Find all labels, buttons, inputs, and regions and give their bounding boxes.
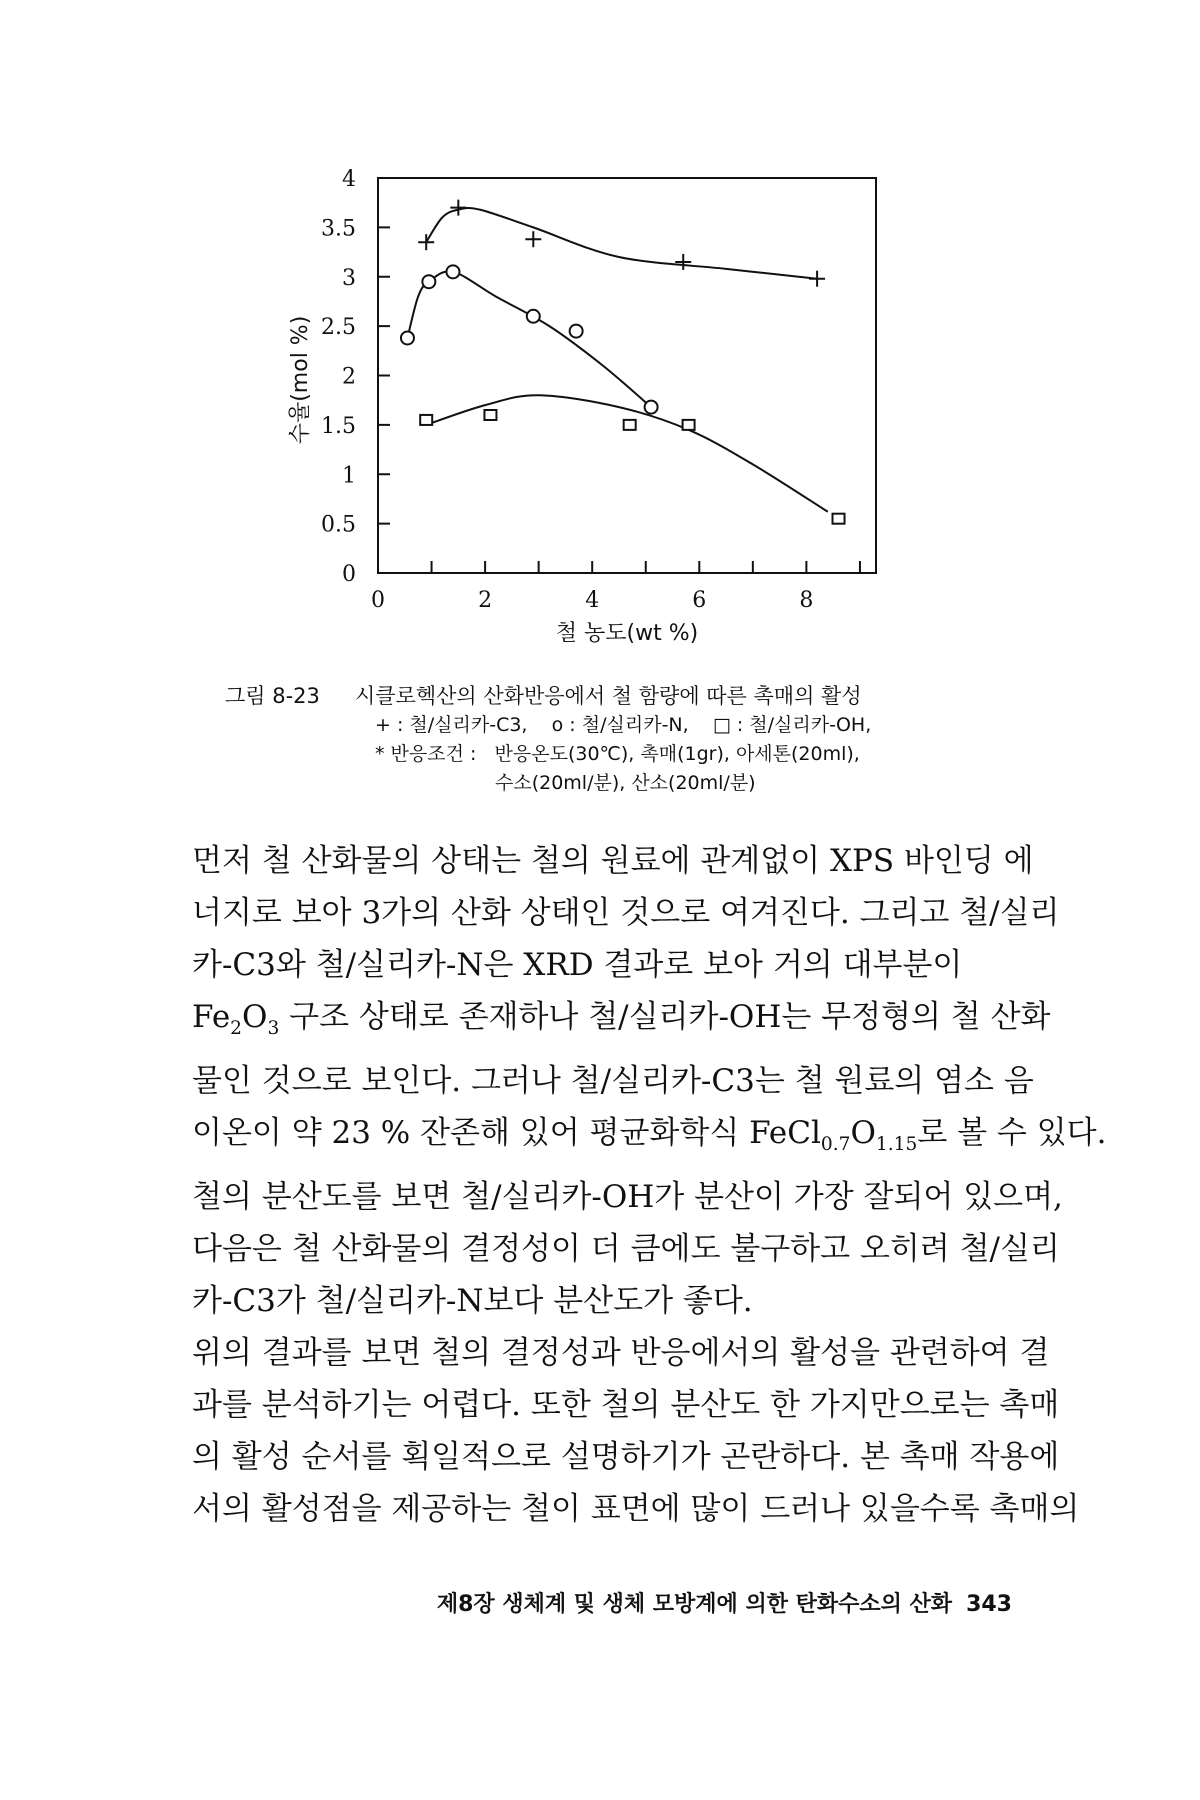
y-tick-label: 0: [342, 562, 356, 587]
paragraph-1: [162, 835, 1107, 1327]
plus-marker: [525, 231, 541, 247]
square-marker: [420, 415, 432, 425]
text-line: 철의 분산도를 보면 철/실리카-OH가 분산이 가장 잘되어 있으며,: [192, 1179, 1063, 1216]
x-tick-label: 2: [478, 588, 493, 613]
series-curve: [426, 208, 817, 279]
y-axis: [321, 167, 390, 587]
figure-caption: [225, 682, 1045, 798]
x-tick-label: 4: [585, 588, 600, 613]
text-line: 의 활성 순서를 획일적으로 설명하기가 곤란하다. 본 촉매 작용에: [192, 1439, 1060, 1476]
y-tick-label: 3: [342, 265, 356, 291]
x-tick-label: 0: [371, 588, 385, 613]
y-tick-label: 1.5: [321, 413, 356, 439]
x-axis: [371, 561, 860, 613]
plot-frame: [378, 178, 876, 573]
text-line: 너지로 보아 3가의 산화 상태인 것으로 여겨진다. 그리고 철/실리: [192, 895, 1060, 931]
page-footer: [0, 1587, 1012, 1618]
x-tick-label: 8: [799, 588, 814, 613]
paragraph-2: [162, 1327, 1080, 1535]
body-text: [162, 835, 1107, 1535]
page-number: 343: [966, 1592, 1012, 1617]
plus-marker: [675, 254, 691, 270]
circle-marker: [401, 331, 414, 344]
text-line: 먼저 철 산화물의 상태는 철의 원료에 관계없이 XPS 바인딩 에: [192, 843, 1034, 879]
plus-marker: [450, 200, 466, 216]
text-line: 다음은 철 산화물의 결정성이 더 큼에도 불구하고 오히려 철/실리: [192, 1231, 1060, 1268]
text-line: 과를 분석하기는 어렵다. 또한 철의 분산도 한 가지만으로는 촉매: [192, 1387, 1060, 1424]
series-curve: [407, 271, 651, 407]
figure-number: 그림 8-23: [225, 684, 320, 708]
y-tick-label: 3.5: [321, 216, 356, 242]
x-tick-label: 6: [692, 588, 707, 613]
x-axis-label: 철 농도(wt %): [555, 621, 699, 646]
text-line: 카-C3가 철/실리카-N보다 분산도가 좋다.: [192, 1283, 753, 1320]
y-tick-label: 0.5: [321, 512, 356, 538]
legend-oh: □ : 철/실리카-OH,: [712, 714, 872, 736]
y-tick-label: 4: [342, 167, 356, 192]
text-line: 카-C3와 철/실리카-N은 XRD 결과로 보아 거의 대부분이: [192, 947, 963, 983]
circle-marker: [446, 265, 459, 278]
square-marker: [833, 514, 845, 524]
circle-marker: [422, 275, 435, 288]
chapter-title: 제8장 생체계 및 생체 모방계에 의한 탄화수소의 산화: [436, 1592, 953, 1617]
y-tick-label: 1: [342, 463, 356, 489]
y-tick-label: 2: [342, 364, 356, 390]
conditions-label: * 반응조건 :: [375, 743, 477, 765]
plus-marker: [418, 234, 434, 250]
square-marker: [624, 420, 636, 430]
circle-marker: [527, 310, 540, 323]
figure-chart: [0, 0, 1200, 680]
square-marker: [484, 410, 496, 420]
circle-marker: [570, 325, 583, 338]
text-line: 서의 활성점을 제공하는 철이 표면에 많이 드러나 있을수록 촉매의: [192, 1491, 1080, 1528]
square-marker: [683, 420, 695, 430]
figure-title: 시클로헥산의 산화반응에서 철 함량에 따른 촉매의 활성: [355, 684, 862, 708]
circle-marker: [645, 401, 658, 414]
text-line: $Fe_2O_3$ 구조 상태로 존재하나 철/실리카-OH는 무정형의 철 산화: [192, 999, 1051, 1040]
text-line: 위의 결과를 보면 철의 결정성과 반응에서의 활성을 관련하여 결: [192, 1335, 1050, 1372]
conditions-line-2: 수소(20ml/분), 산소(20ml/분): [495, 772, 756, 794]
y-tick-label: 2.5: [321, 315, 356, 341]
figure-legend: [225, 711, 1045, 740]
fitted-curves: [407, 208, 827, 512]
legend-c3: + : 철/실리카-C3,: [375, 714, 528, 736]
conditions-line-1: 반응온도(30℃), 촉매(1gr), 아세톤(20ml),: [494, 743, 860, 765]
legend-n: o : 철/실리카-N,: [551, 714, 689, 736]
text-line: 이온이 약 23 % 잔존해 있어 평균화학식 $FeCl_{0.7}O_{1.15}$로 볼 수 있다.: [192, 1115, 1107, 1156]
text-line: 물인 것으로 보인다. 그러나 철/실리카-C3는 철 원료의 염소 음: [192, 1063, 1034, 1100]
plus-marker: [809, 271, 825, 287]
y-axis-label: 수율(mol %): [288, 315, 313, 445]
data-markers: [401, 200, 845, 524]
